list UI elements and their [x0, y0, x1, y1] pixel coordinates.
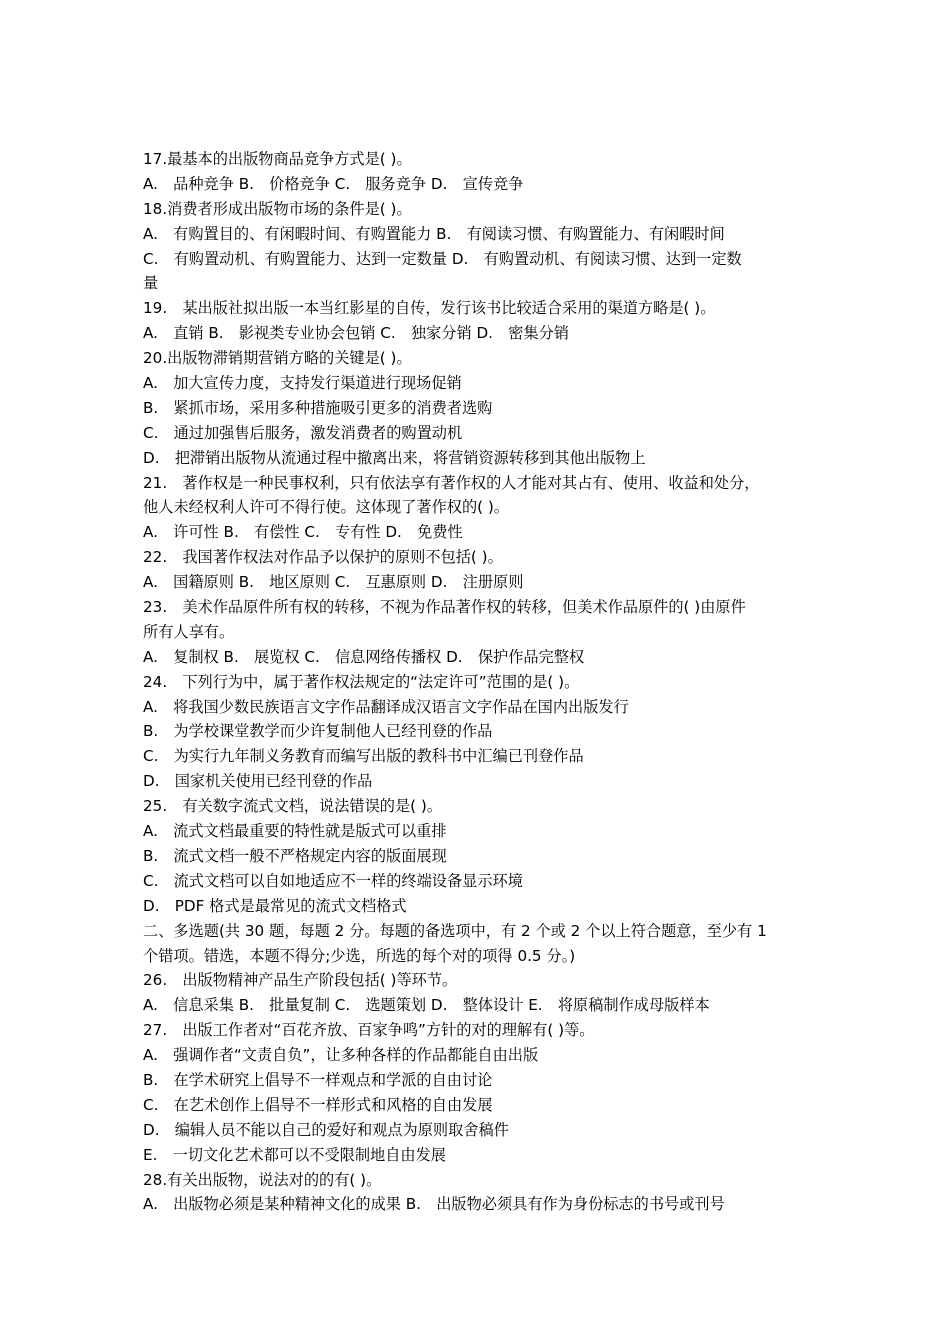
text-line: B. 在学术研究上倡导不一样观点和学派的自由讨论: [143, 1070, 493, 1089]
document-page: [143, 147, 823, 1217]
text-line: 17.最基本的出版物商品竞争方式是( )。: [143, 150, 412, 168]
text-line: 26. 出版物精神产品生产阶段包括( )等环节。: [143, 971, 458, 990]
text-line: 20.出版物滞销期营销方略的关键是( )。: [143, 349, 412, 368]
text-line: 个错项。错选，本题不得分;少选，所选的每个对的项得 0.5 分。): [143, 946, 576, 965]
text-line: B. 流式文档一般不严格规定内容的版面展现: [143, 846, 447, 865]
text-line: C. 有购置动机、有购置能力、达到一定数量 D. 有购置动机、有阅读习惯、达到一定数: [143, 249, 742, 268]
text-line: A. 许可性 B. 有偿性 C. 专有性 D. 免费性: [143, 523, 463, 542]
text-line: 23. 美术作品原件所有权的转移，不视为作品著作权的转移，但美术作品原件的( )由原件: [143, 598, 746, 617]
text-line: 24. 下列行为中，属于著作权法规定的“法定许可”范围的是( )。: [143, 672, 580, 691]
text-line: 27. 出版工作者对“百花齐放、百家争鸣”方针的对的理解有( )等。: [143, 1021, 595, 1040]
text-line: B. 紧抓市场，采用多种措施吸引更多的消费者选购: [143, 398, 493, 417]
text-line: D. 把滞销出版物从流通过程中撤离出来，将营销资源转移到其他出版物上: [143, 448, 646, 467]
text-line: 21. 著作权是一种民事权利，只有依法享有著作权的人才能对其占有、使用、收益和处分，: [143, 473, 760, 492]
text-line: A. 有购置目的、有闲暇时间、有购置能力 B. 有阅读习惯、有购置能力、有闲暇时间: [143, 224, 725, 243]
text-line: A. 加大宣传力度，支持发行渠道进行现场促销: [143, 374, 462, 393]
text-line: 所有人享有。: [143, 622, 235, 641]
text-line: 25. 有关数字流式文档，说法错误的是( )。: [143, 797, 443, 816]
text-line: D. 国家机关使用已经刊登的作品: [143, 772, 373, 791]
text-line: E. 一切文化艺术都可以不受限制地自由发展: [143, 1145, 446, 1164]
text-line: A. 流式文档最重要的特性就是版式可以重排: [143, 822, 447, 841]
text-line: A. 品种竞争 B. 价格竞争 C. 服务竞争 D. 宣传竞争: [143, 174, 524, 193]
text-line: 22. 我国著作权法对作品予以保护的原则不包括( )。: [143, 548, 503, 567]
text-line: 19. 某出版社拟出版一本当红影星的自传，发行该书比较适合采用的渠道方略是( )。: [143, 299, 716, 318]
text-line: D. 编辑人员不能以自己的爱好和观点为原则取舍稿件: [143, 1120, 509, 1139]
text-line: A. 强调作者“文责自负”，让多种各样的作品都能自由出版: [143, 1046, 539, 1065]
text-line: C. 流式文档可以自如地适应不一样的终端设备显示环境: [143, 871, 523, 890]
text-line: C. 为实行九年制义务教育而编写出版的教科书中汇编已刊登作品: [143, 747, 584, 766]
text-line: C. 在艺术创作上倡导不一样形式和风格的自由发展: [143, 1095, 493, 1114]
text-line: A. 出版物必须是某种精神文化的成果 B. 出版物必须具有作为身份标志的书号或刊号: [143, 1195, 725, 1214]
text-line: A. 复制权 B. 展览权 C. 信息网络传播权 D. 保护作品完整权: [143, 647, 585, 666]
text-line: B. 为学校课堂教学而少许复制他人已经刊登的作品: [143, 722, 493, 741]
text-line: 18.消费者形成出版物市场的条件是( )。: [143, 199, 412, 218]
text-line: A. 信息采集 B. 批量复制 C. 选题策划 D. 整体设计 E. 将原稿制作成母版样本: [143, 996, 710, 1015]
text-line: 他人未经权利人许可不得行使。这体现了著作权的( )。: [143, 498, 509, 517]
text-line: A. 直销 B. 影视类专业协会包销 C. 独家分销 D. 密集分销: [143, 324, 569, 343]
text-line: 量: [143, 274, 159, 293]
text-line: D. PDF 格式是最常见的流式文档格式: [143, 896, 407, 915]
text-line: 28.有关出版物，说法对的的有( )。: [143, 1170, 382, 1189]
text-line: A. 国籍原则 B. 地区原则 C. 互惠原则 D. 注册原则: [143, 573, 524, 592]
text-line: 二、多选题(共 30 题，每题 2 分。每题的备选项中，有 2 个或 2 个以上符合题意，至少有 1: [143, 921, 767, 940]
text-line: C. 通过加强售后服务，激发消费者的购置动机: [143, 423, 463, 442]
text-line: A. 将我国少数民族语言文字作品翻译成汉语言文字作品在国内出版发行: [143, 697, 629, 716]
